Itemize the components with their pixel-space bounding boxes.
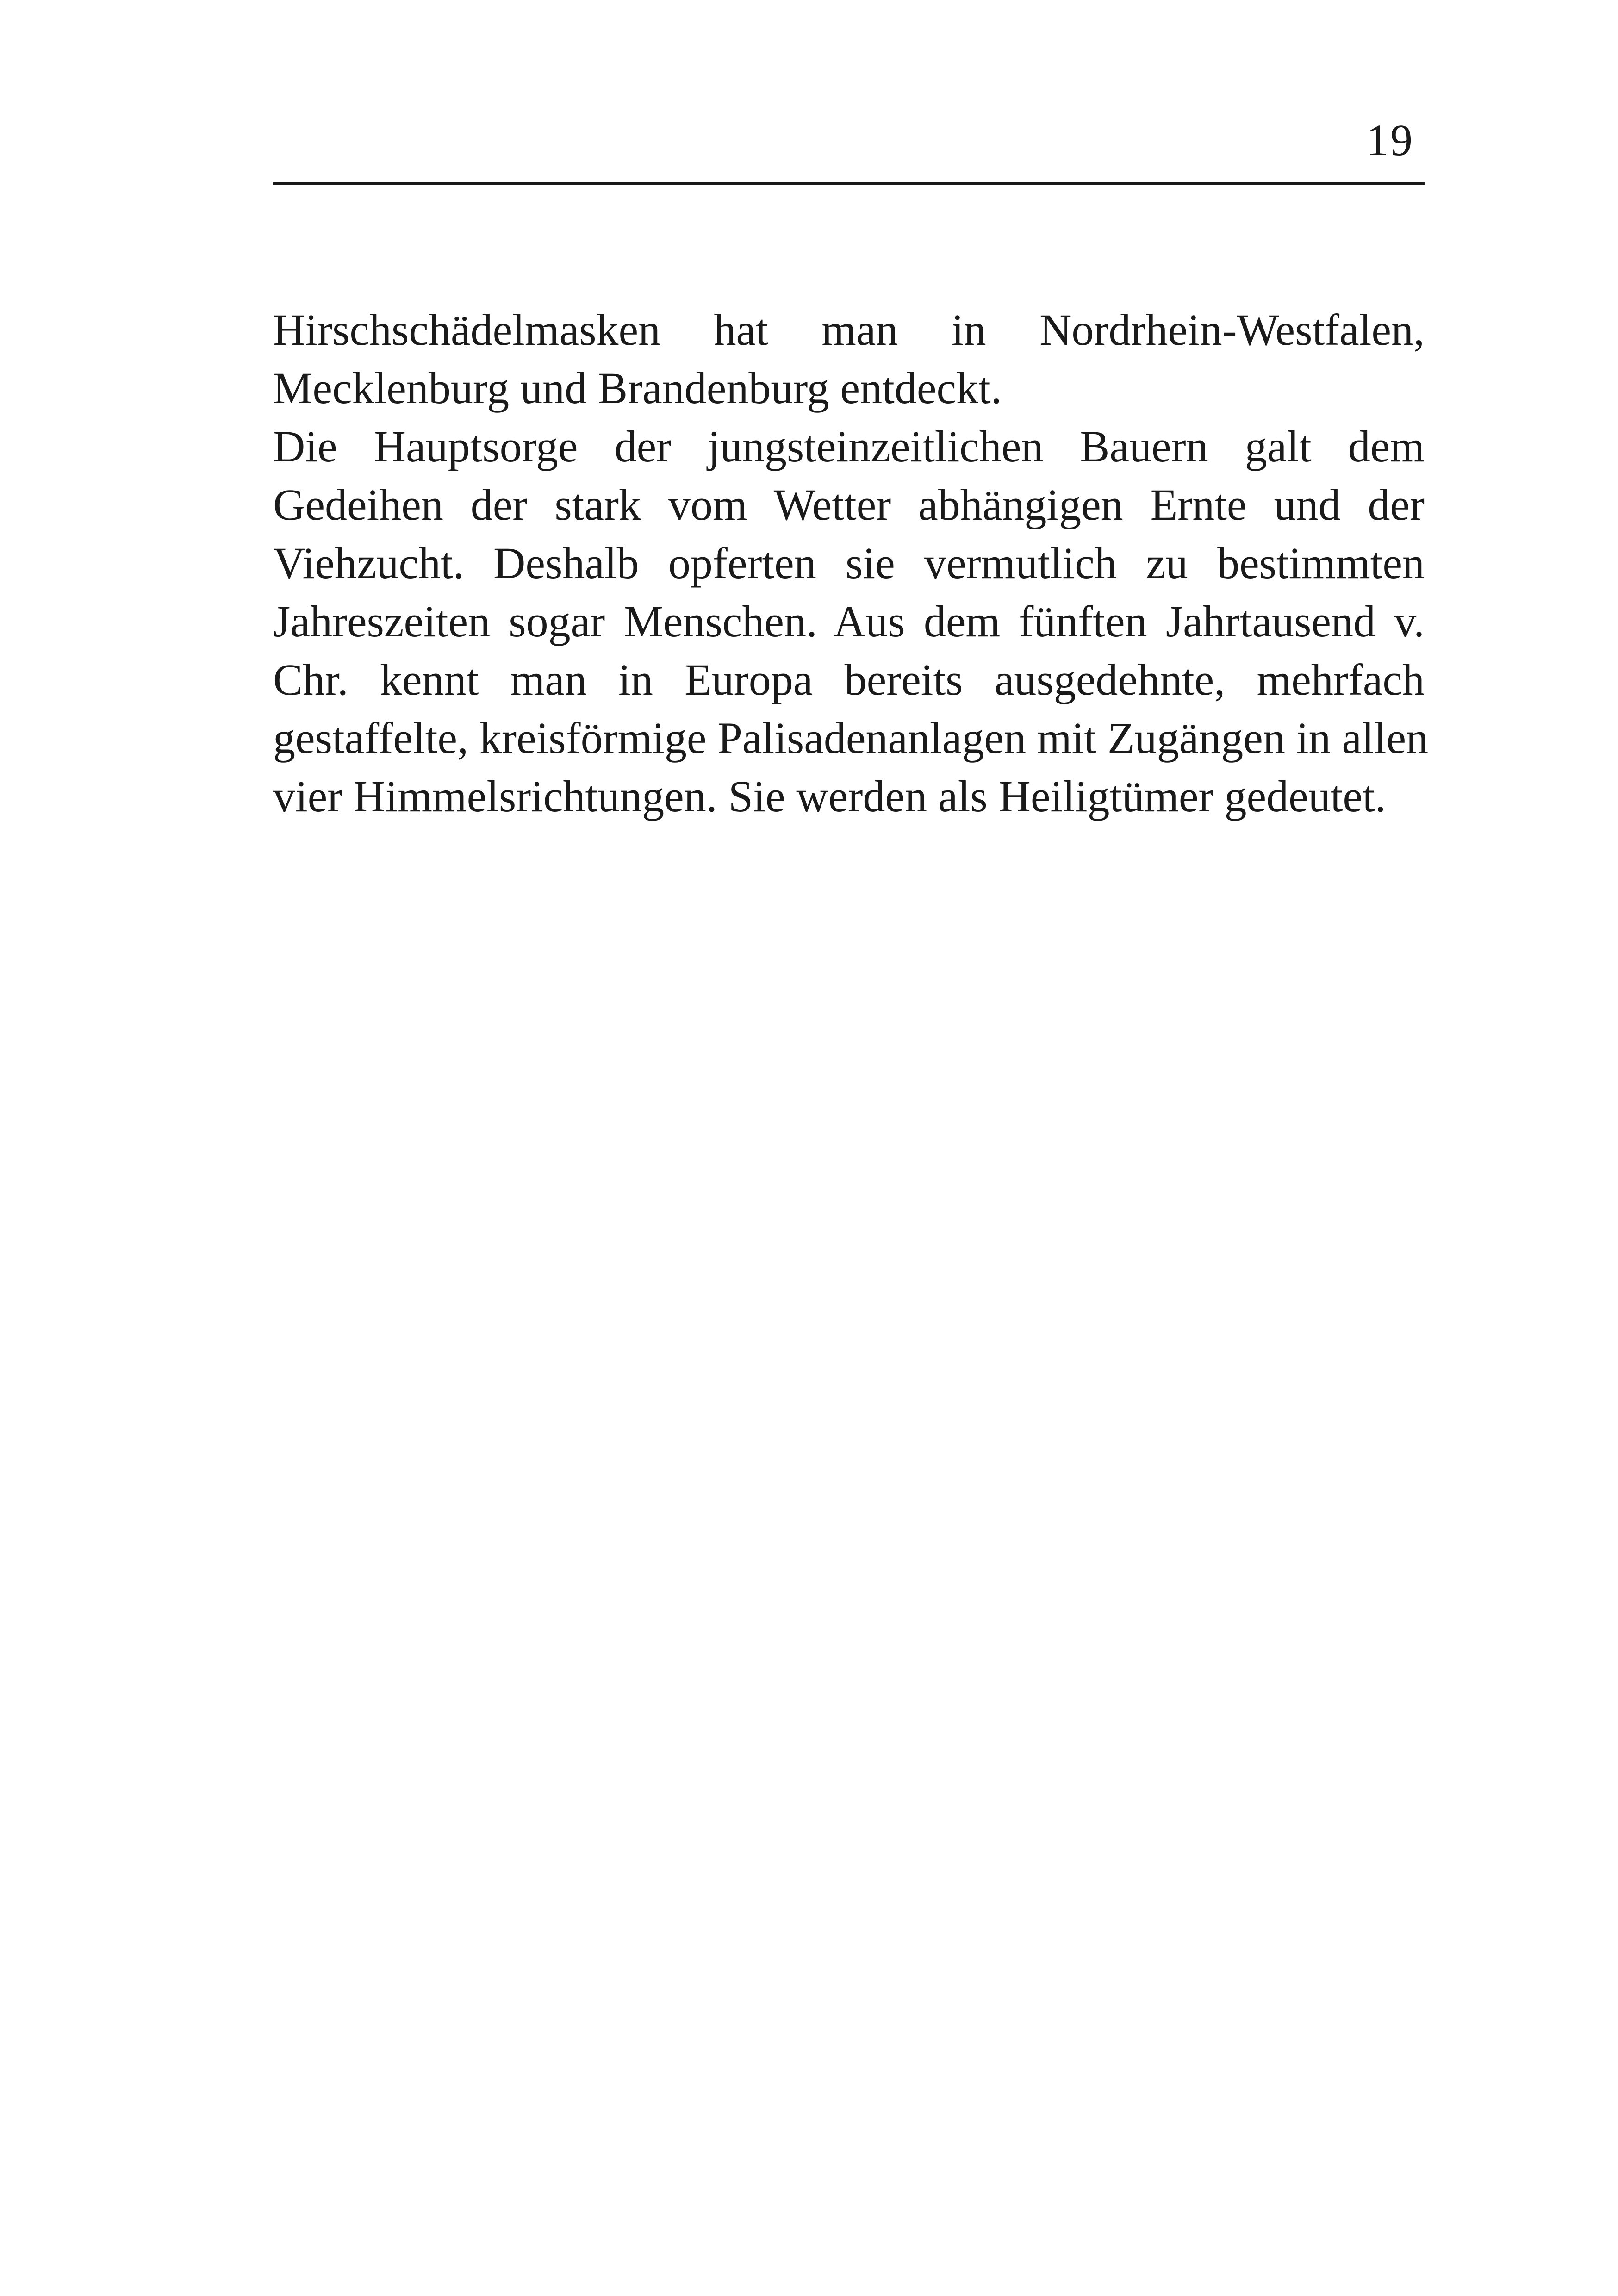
text-line: Die Hauptsorge der jungsteinzeitlichen Bauern galt dem [273, 422, 1425, 471]
text-line: Hirschschädelmasken hat man in Nordrhein-Westfalen, [273, 305, 1425, 355]
header-rule [273, 182, 1425, 185]
page-number: 19 [1366, 115, 1414, 165]
text-line: Viehzucht. Deshalb opferten sie vermutlich zu bestimmten [273, 538, 1425, 588]
body-text [273, 301, 1429, 826]
text-line: Chr. kennt man in Europa bereits ausgedehnte, mehrfach [273, 655, 1425, 704]
text-line: Jahreszeiten sogar Menschen. Aus dem fünften Jahrtausend v. [273, 597, 1425, 646]
text-line: gestaffelte, kreisförmige Palisadenanlagen mit Zugängen in allen [273, 713, 1429, 763]
text-line: Mecklenburg und Brandenburg entdeckt. [273, 363, 1002, 413]
text-line: Gedeihen der stark vom Wetter abhängigen Ernte und der [273, 480, 1425, 529]
text-line: vier Himmelsrichtungen. Sie werden als Heiligtümer gedeutet. [273, 772, 1386, 821]
